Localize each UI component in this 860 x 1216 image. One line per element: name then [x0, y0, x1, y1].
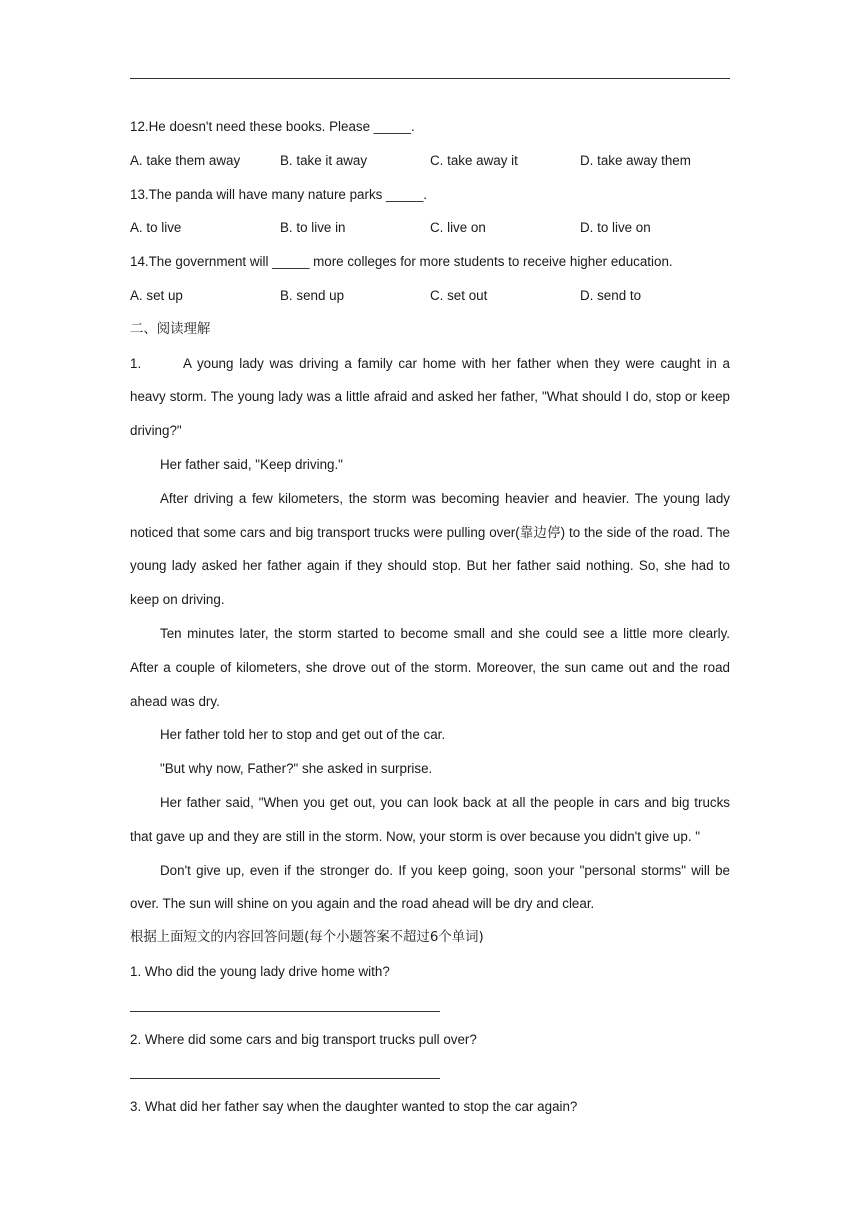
content [130, 110, 730, 1124]
option-c: C. set out [430, 287, 488, 303]
passage-number: 1. [130, 355, 142, 371]
option-d: D. take away them [580, 152, 691, 168]
answer-line-2[interactable] [130, 1056, 730, 1090]
header-rule [130, 78, 730, 79]
reading-question-2: 2. Where did some cars and big transport trucks pull over? [130, 1031, 477, 1047]
passage-first-text: A young lady was driving a family car home with her father when they were caught in a heavy storm. The young lady was a little afraid and asked her father, "What should I do, stop or keep driving?" [130, 355, 730, 439]
instructions: 根据上面短文的内容回答问题(每个小题答案不超过6个单词) [130, 930, 484, 946]
option-b: B. send up [280, 287, 345, 303]
question-12-stem: 12.He doesn't need these books. Please _____. [130, 119, 415, 134]
option-a: A. take them away [130, 152, 241, 168]
passage-first-paragraph [130, 347, 730, 448]
question-14-options [130, 279, 730, 313]
passage-paragraph: Don't give up, even if the stronger do. If you keep going, soon your "personal storms" will be over. The sun will shine on you again and the road ahead will be dry and clear. [130, 862, 730, 912]
option-b: B. to live in [280, 220, 346, 236]
option-c: C. live on [430, 220, 486, 236]
reading-question-3: 3. What did her father say when the daughter wanted to stop the car again? [130, 1099, 578, 1115]
reading-question-1: 1. Who did the young lady drive home with? [130, 963, 390, 979]
passage-paragraph: Ten minutes later, the storm started to become small and she could see a little more clearly. After a couple of kilometers, she drove out of the storm. Moreover, the sun came out and the road ahead was dry. [130, 625, 730, 709]
option-b: B. take it away [280, 152, 368, 168]
option-a: A. set up [130, 287, 183, 303]
option-c: C. take away it [430, 152, 518, 168]
section-title: 二、阅读理解 [130, 321, 211, 337]
answer-line-1[interactable] [130, 989, 730, 1023]
option-d: D. send to [580, 287, 642, 303]
passage-paragraph: Her father told her to stop and get out of the car. [160, 727, 446, 743]
question-13-stem: 13.The panda will have many nature parks _____. [130, 186, 428, 202]
question-12-options [130, 144, 730, 178]
option-a: A. to live [130, 220, 182, 236]
passage-paragraph: After driving a few kilometers, the storm was becoming heavier and heavier. The young lady noticed that some cars and big transport trucks were pulling over(靠边停) to the side of the road. The young lady asked her father again if they should stop. But her father said nothing. So, she had to keep on driving. [130, 490, 730, 608]
question-14-stem: 14.The government will _____ more colleges for more students to receive higher education. [130, 254, 673, 270]
passage-paragraph: Her father said, "When you get out, you can look back at all the people in cars and big trucks that gave up and they are still in the storm. Now, your storm is over because you didn't give up. " [130, 794, 730, 844]
passage-paragraph: "But why now, Father?" she asked in surprise. [160, 761, 433, 777]
question-13-options [130, 211, 730, 245]
passage-paragraph: Her father said, "Keep driving." [160, 456, 343, 472]
option-d: D. to live on [580, 220, 651, 236]
